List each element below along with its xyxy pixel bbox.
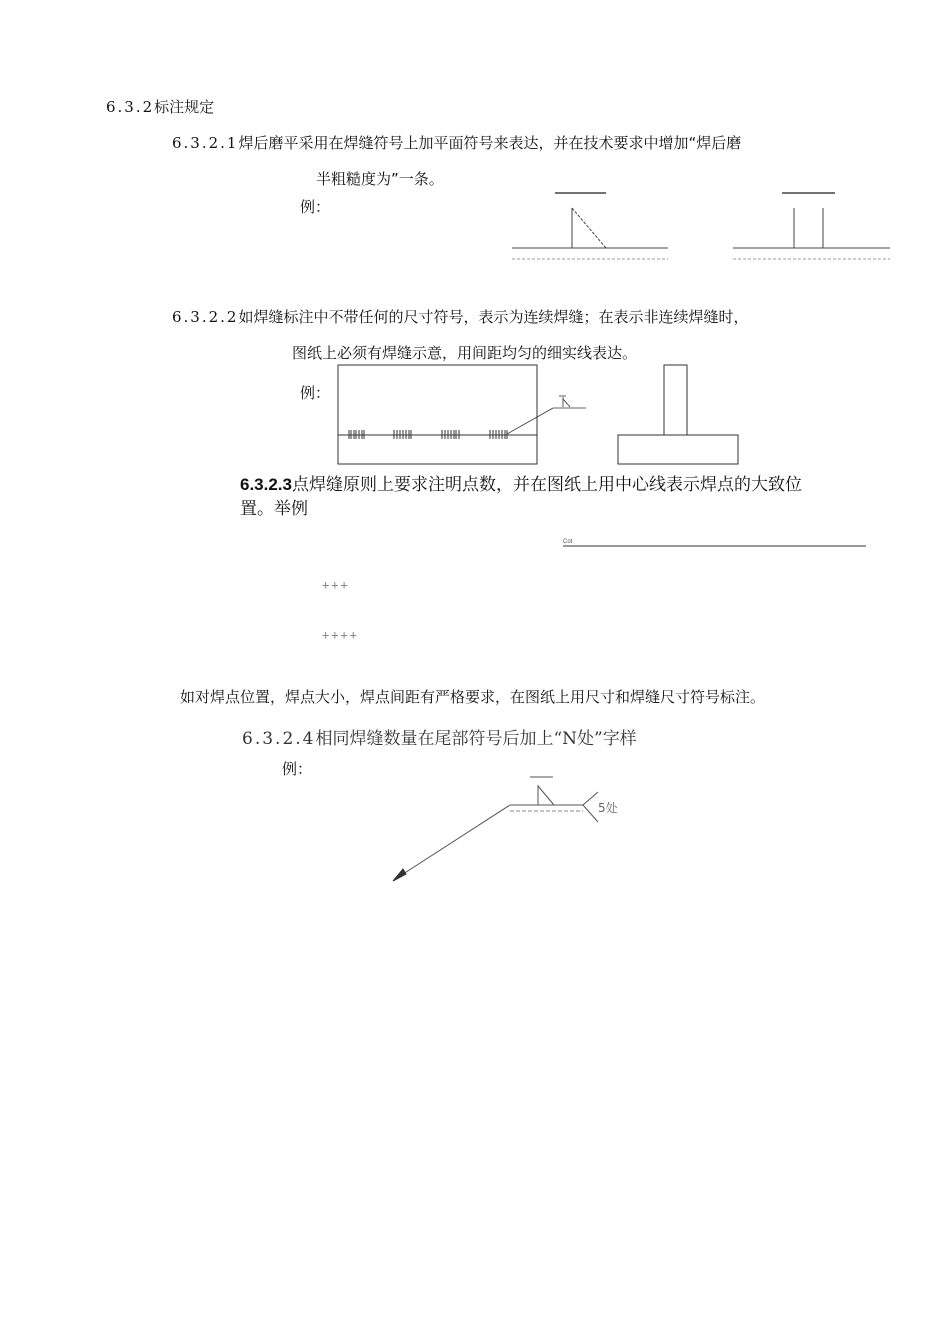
weld-segment-1 [349,430,364,439]
fillet-slope [572,208,606,248]
weld-symbol-with-tail [393,777,598,881]
section-title: 标注规定 [154,98,215,116]
paragraph-6-3-2-2-line2: 图纸上必须有焊缝示意，用间距均匀的细实线表达。 [292,344,638,362]
paragraph-text: 如焊缝标注中不带任何的尺寸符号，表示为连续焊缝；在表示非连续焊缝时， [238,308,749,326]
fillet-slope [538,786,554,805]
example-label: 例： [300,384,331,402]
paragraph-6-3-2-3-line2: 置。举例 [240,499,308,519]
flush-weld-symbol-groove [733,193,890,259]
tail-lower [583,805,598,822]
paragraph-text: 点焊缝原则上要求注明点数，并在图纸上用中心线表示焊点的大致位 [292,475,802,495]
section-number: 6.3.2.3 [240,475,292,494]
weld-point-note: 如对焊点位置，焊点大小，焊点间距有严格要求，在图纸上用尺寸和焊缝尺寸符号标注。 [180,688,766,706]
paragraph-6-3-2-1-line2: 半粗糙度为”一条。 [316,170,444,188]
t-section-elevation [618,365,738,464]
paragraph-text: 焊后磨平采用在焊缝符号上加平面符号来表达，并在技术要求中增加“焊后磨 [238,134,742,152]
section-number: 6.3.2.1 [172,134,239,152]
base-plate [618,435,738,464]
symbol-slope [563,399,570,407]
intermittent-weld-plan [338,365,586,464]
section-number: 6.3.2.2 [172,308,239,326]
section-number: 6.3.2.4 [242,729,316,749]
plate-outline [338,365,537,464]
weld-point-marks-row1: +++ [322,578,350,592]
weld-segment-3 [442,430,459,439]
example-label: 例： [300,198,331,216]
weld-point-marks-row2: ++++ [322,628,359,642]
arrow-leader [400,805,510,876]
section-number: 6.3.2 [106,98,155,116]
flush-weld-symbol-fillet [512,193,668,259]
arrow-head [393,869,406,881]
leader-line [507,408,553,434]
drawing-label-small: Cot [563,539,573,545]
tail-upper [583,792,598,805]
paragraph-text: 相同焊缝数量在尾部符号后加上“N处”字样 [315,729,637,749]
tail-count-label: 5处 [598,801,618,815]
web-plate [664,365,687,435]
example-label: 例： [282,760,313,778]
